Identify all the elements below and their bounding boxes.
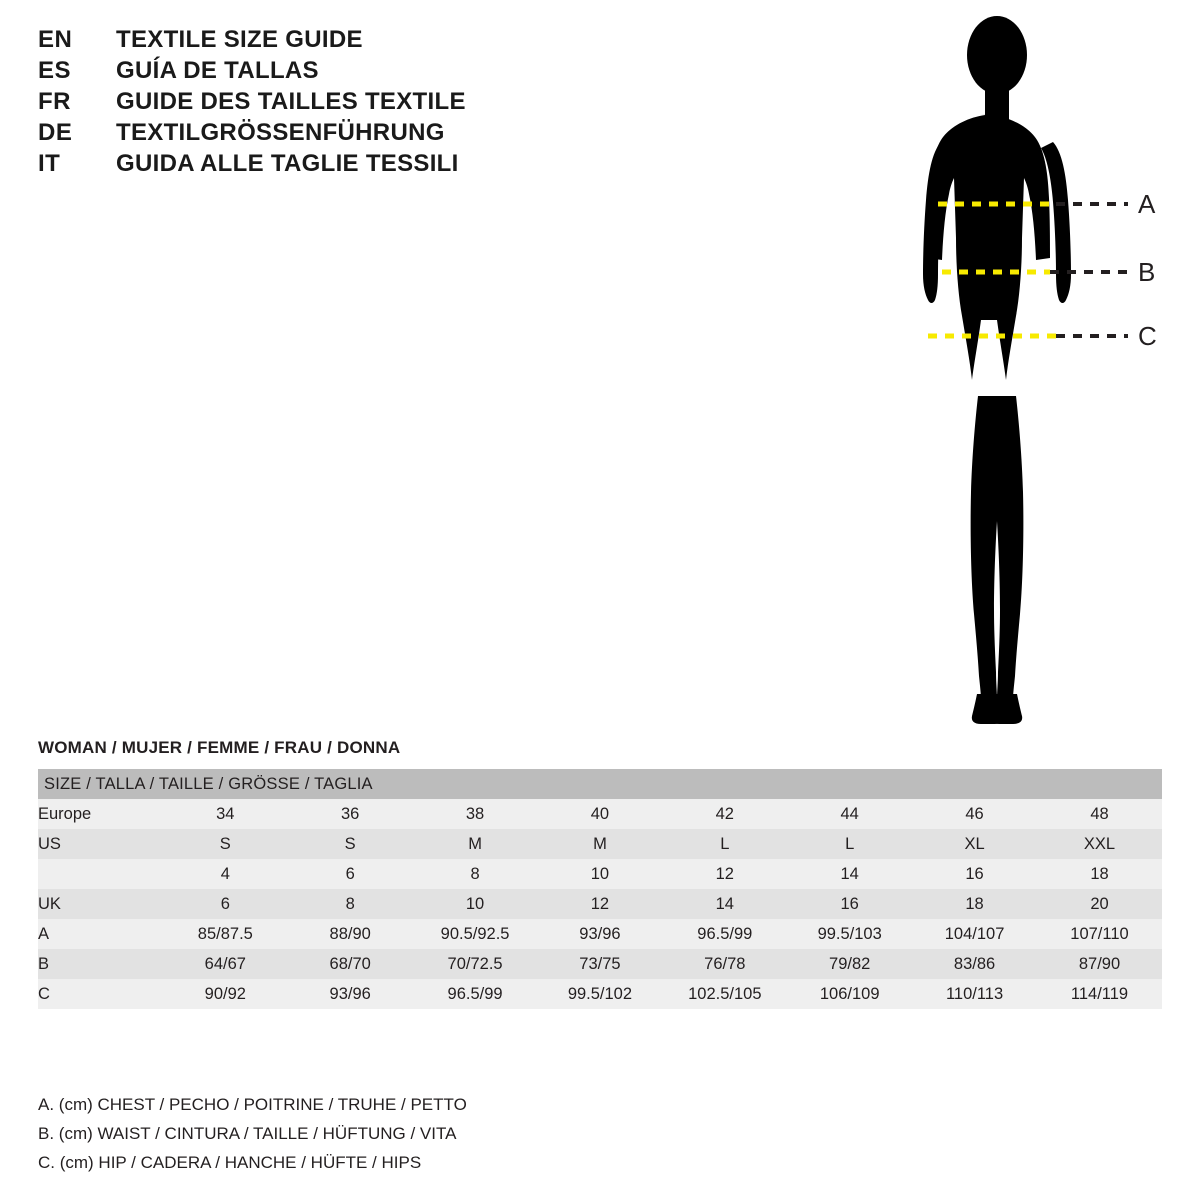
language-code-en: EN [38,26,73,53]
marker-label-c: C [1138,321,1157,351]
legend-line-a: A. (cm) CHEST / PECHO / POITRINE / TRUHE / PETTO [38,1095,467,1114]
title-text-en: TEXTILE SIZE GUIDE [116,26,363,53]
title-row [38,26,598,57]
title-text-fr: GUIDE DES TAILLES TEXTILE [116,88,466,115]
cell-a-6: 104/107 [912,919,1037,949]
cell-us-1: S [288,829,413,859]
cell-us-4: L [662,829,787,859]
measurement-legend [38,1090,738,1177]
cell-europe-1: 36 [288,799,413,829]
cell-europe-6: 46 [912,799,1037,829]
cell-uk-3: 12 [538,889,663,919]
table-row [38,889,1162,919]
cell-c-6: 110/113 [912,979,1037,1009]
cell-us-6: XL [912,829,1037,859]
legend-line-c: C. (cm) HIP / CADERA / HANCHE / HÜFTE / HIPS [38,1153,422,1172]
cell-uk-6: 18 [912,889,1037,919]
cell-c-0: 90/92 [163,979,288,1009]
cell-europe-4: 42 [662,799,787,829]
legend-line-b: B. (cm) WAIST / CINTURA / TAILLE / HÜFTUNG / VITA [38,1124,457,1143]
row-label-us-numeric [38,859,163,889]
table-caption: WOMAN / MUJER / FEMME / FRAU / DONNA [38,738,401,757]
cell-us-3: M [538,829,663,859]
title-text-it: GUIDA ALLE TAGLIE TESSILI [116,150,459,177]
cell-c-7: 114/119 [1037,979,1162,1009]
size-table-section [38,738,1162,1009]
cell-usnum-7: 18 [1037,859,1162,889]
cell-uk-2: 10 [413,889,538,919]
cell-a-5: 99.5/103 [787,919,912,949]
cell-usnum-4: 12 [662,859,787,889]
table-row [38,799,1162,829]
cell-c-5: 106/109 [787,979,912,1009]
table-row [38,979,1162,1009]
title-text-es: GUÍA DE TALLAS [116,57,319,84]
table-header-cell: SIZE / TALLA / TAILLE / GRÖSSE / TAGLIA [38,769,1162,799]
title-row [38,88,598,119]
language-code-fr: FR [38,88,71,115]
language-title-block [38,26,598,181]
cell-us-0: S [163,829,288,859]
female-body-figure [860,10,1190,750]
cell-b-0: 64/67 [163,949,288,979]
cell-a-3: 93/96 [538,919,663,949]
cell-europe-7: 48 [1037,799,1162,829]
cell-uk-0: 6 [163,889,288,919]
table-row [38,859,1162,889]
cell-c-1: 93/96 [288,979,413,1009]
marker-label-b: B [1138,257,1156,287]
cell-c-3: 99.5/102 [538,979,663,1009]
row-label-c: C [38,979,163,1009]
marker-label-a: A [1138,189,1156,219]
body-silhouette [923,16,1071,724]
cell-usnum-6: 16 [912,859,1037,889]
title-row [38,150,598,181]
row-label-us: US [38,829,163,859]
title-row [38,119,598,150]
cell-usnum-3: 10 [538,859,663,889]
cell-a-1: 88/90 [288,919,413,949]
cell-usnum-2: 8 [413,859,538,889]
cell-europe-5: 44 [787,799,912,829]
title-text-de: TEXTILGRÖSSENFÜHRUNG [116,119,445,146]
table-row [38,919,1162,949]
cell-usnum-1: 6 [288,859,413,889]
cell-a-2: 90.5/92.5 [413,919,538,949]
row-label-b: B [38,949,163,979]
table-row [38,949,1162,979]
row-label-europe: Europe [38,799,163,829]
cell-b-4: 76/78 [662,949,787,979]
cell-a-7: 107/110 [1037,919,1162,949]
cell-c-4: 102.5/105 [662,979,787,1009]
cell-b-2: 70/72.5 [413,949,538,979]
row-label-uk: UK [38,889,163,919]
cell-uk-1: 8 [288,889,413,919]
cell-uk-5: 16 [787,889,912,919]
cell-usnum-0: 4 [163,859,288,889]
table-header-row [38,769,1162,799]
cell-b-1: 68/70 [288,949,413,979]
cell-us-5: L [787,829,912,859]
table-row [38,829,1162,859]
size-table [38,769,1162,1009]
cell-uk-4: 14 [662,889,787,919]
row-label-a: A [38,919,163,949]
cell-europe-2: 38 [413,799,538,829]
cell-a-0: 85/87.5 [163,919,288,949]
cell-us-7: XXL [1037,829,1162,859]
cell-europe-0: 34 [163,799,288,829]
cell-us-2: M [413,829,538,859]
cell-usnum-5: 14 [787,859,912,889]
cell-uk-7: 20 [1037,889,1162,919]
language-code-it: IT [38,150,61,177]
cell-a-4: 96.5/99 [662,919,787,949]
cell-b-6: 83/86 [912,949,1037,979]
title-row [38,57,598,88]
cell-c-2: 96.5/99 [413,979,538,1009]
cell-b-7: 87/90 [1037,949,1162,979]
cell-b-5: 79/82 [787,949,912,979]
language-code-es: ES [38,57,72,84]
cell-europe-3: 40 [538,799,663,829]
cell-b-3: 73/75 [538,949,663,979]
language-code-de: DE [38,119,73,146]
